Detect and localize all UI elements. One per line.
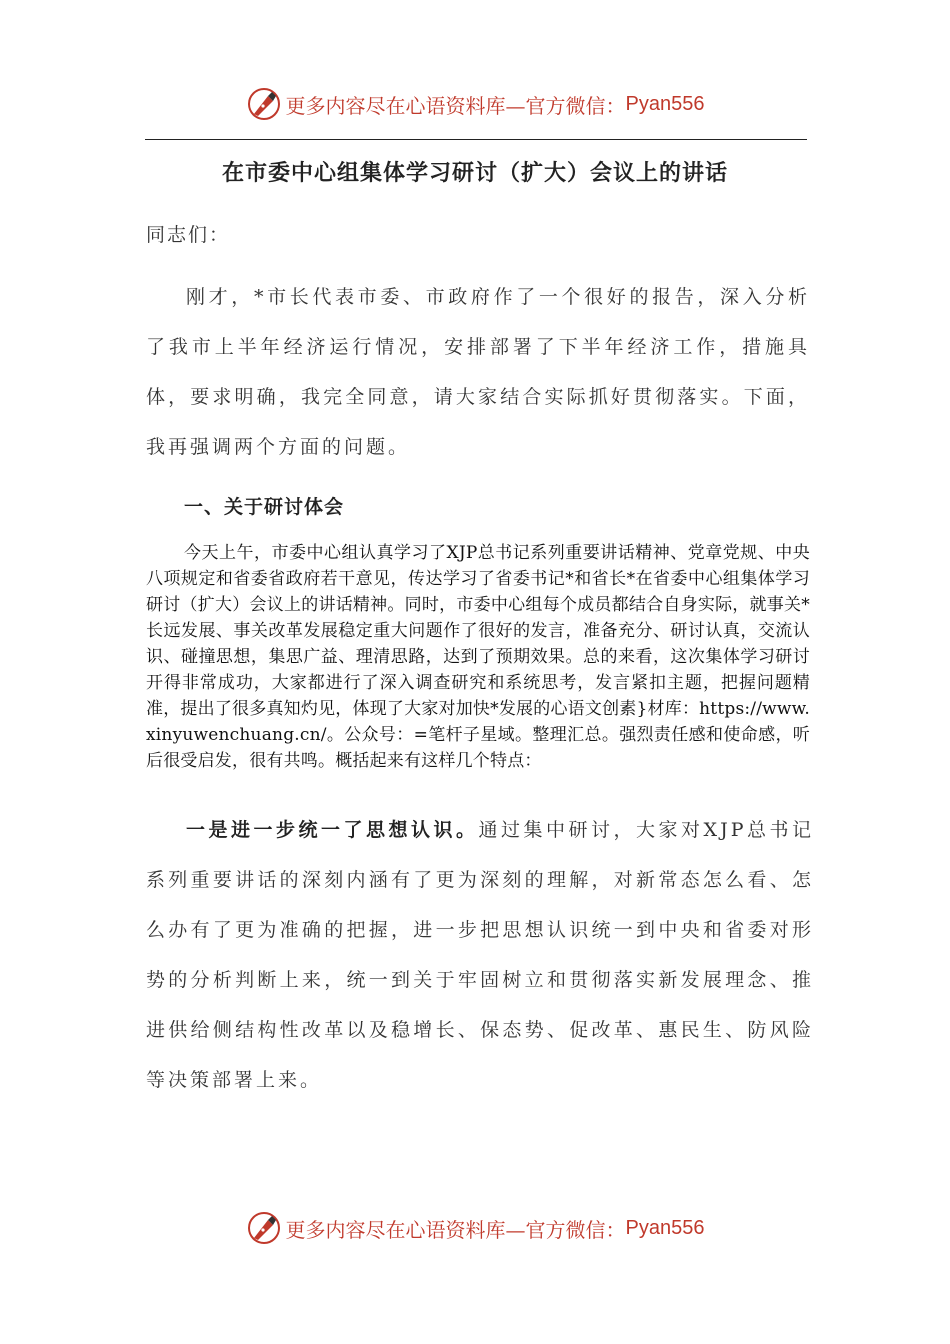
greeting: 同志们：	[146, 224, 231, 246]
pen-nib-logo-icon	[246, 86, 282, 122]
banner-handle: Pyan556	[625, 92, 705, 115]
point-one-body: 通过集中研讨，大家对XJP总书记系列重要讲话的深刻内涵有了更为深刻的理解，对新常态怎么看、怎么办有了更为准确的把握，进一步把思想认识统一到中央和省委对形势的分析判断上来，统一到关于牢固树立和贯彻落实新发展理念、推进供给侧结构性改革以及稳增长、保态势、促改革、惠民生、防风险等决策部署上来。	[146, 819, 814, 1091]
banner-handle: Pyan556	[625, 1216, 705, 1239]
banner-text: 更多内容尽在心语资料库—官方微信：	[285, 93, 626, 118]
header-rule	[145, 139, 807, 140]
footer-banner	[0, 1208, 950, 1248]
header-banner	[0, 84, 950, 124]
section-heading: 一、关于研讨体会	[184, 496, 345, 518]
paragraph-body: 今天上午，市委中心组认真学习了XJP总书记系列重要讲话精神、党章党规、中央八项规定和省委省政府若干意见，传达学习了省委书记*和省长*在省委中心组集体学习研讨（扩大）会议上的讲话精神。同时，市委中心组每个成员都结合自身实际，就事关*长远发展、事关改革发展稳定重大问题作了很好的发言，准备充分、研讨认真，交流认识、碰撞思想，集思广益、理清思路，达到了预期效果。总的来看，这次集体学习研讨开得非常成功，大家都进行了深入调查研究和系统思考，发言紧扣主题，把握问题精准，提出了很多真知灼见，体现了大家对加快*发展的心语文创素}材库：https://www.xinyuwenchuang.cn/。公众号：=笔杆子星域。整理汇总。强烈责任感和使命感，听后很受启发，很有共鸣。概括起来有这样几个特点：	[146, 543, 810, 771]
paragraph-opening: 刚才，*市长代表市委、市政府作了一个很好的报告，深入分析了我市上半年经济运行情况，安排部署了下半年经济工作，措施具体，要求明确，我完全同意，请大家结合实际抓好贯彻落实。下面，我再强调两个方面的问题。	[146, 286, 810, 458]
banner-text: 更多内容尽在心语资料库—官方微信：	[285, 1217, 626, 1242]
paragraph-point-one	[146, 805, 814, 1105]
pen-nib-logo-icon	[246, 1210, 282, 1246]
point-one-lead: 一是进一步统一了思想认识。	[186, 819, 479, 841]
document-title: 在市委中心组集体学习研讨（扩大）会议上的讲话	[221, 161, 728, 186]
